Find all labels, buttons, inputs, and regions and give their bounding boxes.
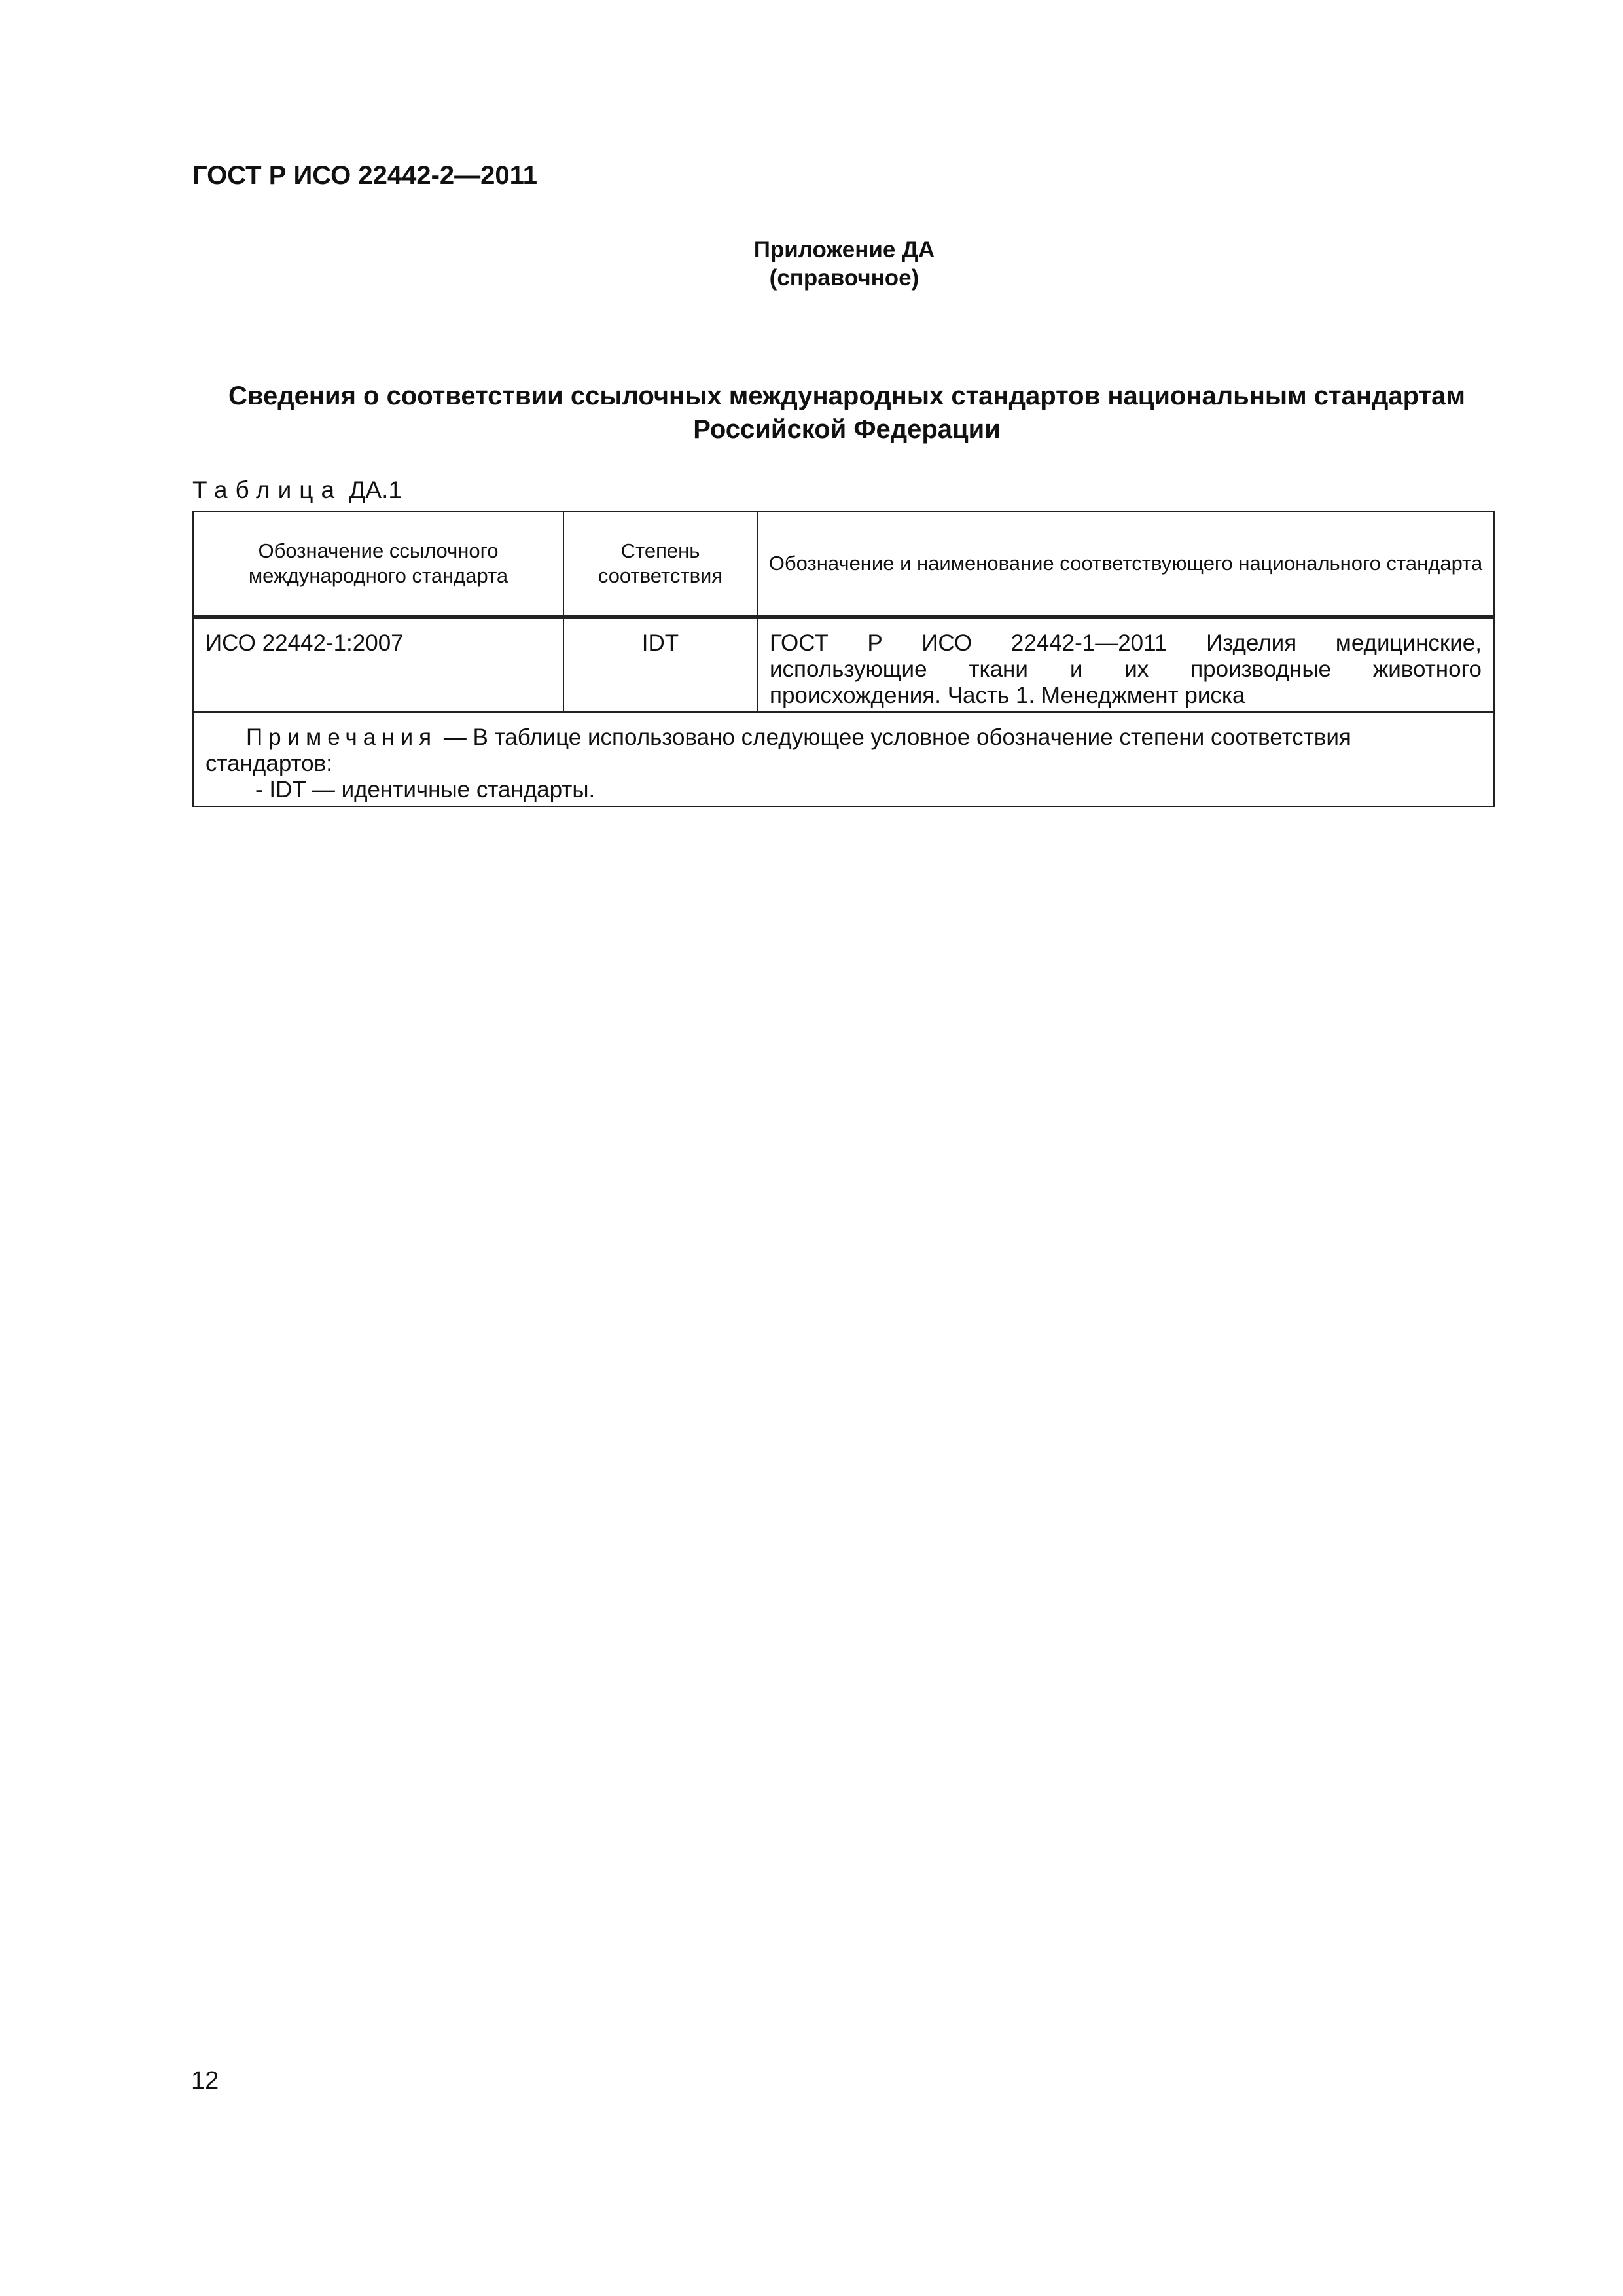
note-list-item: - IDT — идентичные стандарты. bbox=[255, 777, 596, 802]
page-number: 12 bbox=[191, 2067, 219, 2094]
table-caption-word: Таблица bbox=[192, 476, 343, 503]
annex-title: Приложение ДА bbox=[753, 237, 935, 262]
header-reference-standard: Обозначение ссылочного международного стандарта bbox=[193, 511, 563, 617]
table-note-row bbox=[193, 712, 1494, 806]
note-text: — В таблице использовано следующее условное обозначение степени соответствия стандартов: bbox=[205, 725, 1351, 776]
table-caption-number: ДА.1 bbox=[349, 476, 402, 503]
cell-reference-standard: ИСО 22442-1:2007 bbox=[193, 617, 563, 713]
section-title bbox=[192, 380, 1501, 446]
correspondence-table bbox=[192, 511, 1495, 807]
note-paragraph bbox=[205, 725, 1482, 777]
section-title-line-1: Сведения о соответствии ссылочных международных стандартов национальным стандартам bbox=[228, 382, 1465, 410]
table-header-row bbox=[193, 511, 1494, 617]
table-caption bbox=[192, 476, 402, 504]
header-national-standard: Обозначение и наименование соответствующего национального стандарта bbox=[757, 511, 1494, 617]
cell-national-standard: ГОСТ Р ИСО 22442-1—2011 Изделия медицинские, использующие ткани и их производные животного происхождения. Часть 1. Менеджмент риска bbox=[757, 617, 1494, 713]
table-note bbox=[193, 712, 1494, 806]
note-label: Примечания bbox=[246, 725, 438, 750]
annex-type: (справочное) bbox=[769, 265, 919, 291]
cell-degree: IDT bbox=[563, 617, 757, 713]
document-code: ГОСТ Р ИСО 22442-2—2011 bbox=[192, 161, 537, 190]
section-title-line-2: Российской Федерации bbox=[693, 415, 1001, 444]
table-row bbox=[193, 617, 1494, 713]
annex-heading bbox=[0, 236, 1623, 292]
header-degree: Степень соответствия bbox=[563, 511, 757, 617]
